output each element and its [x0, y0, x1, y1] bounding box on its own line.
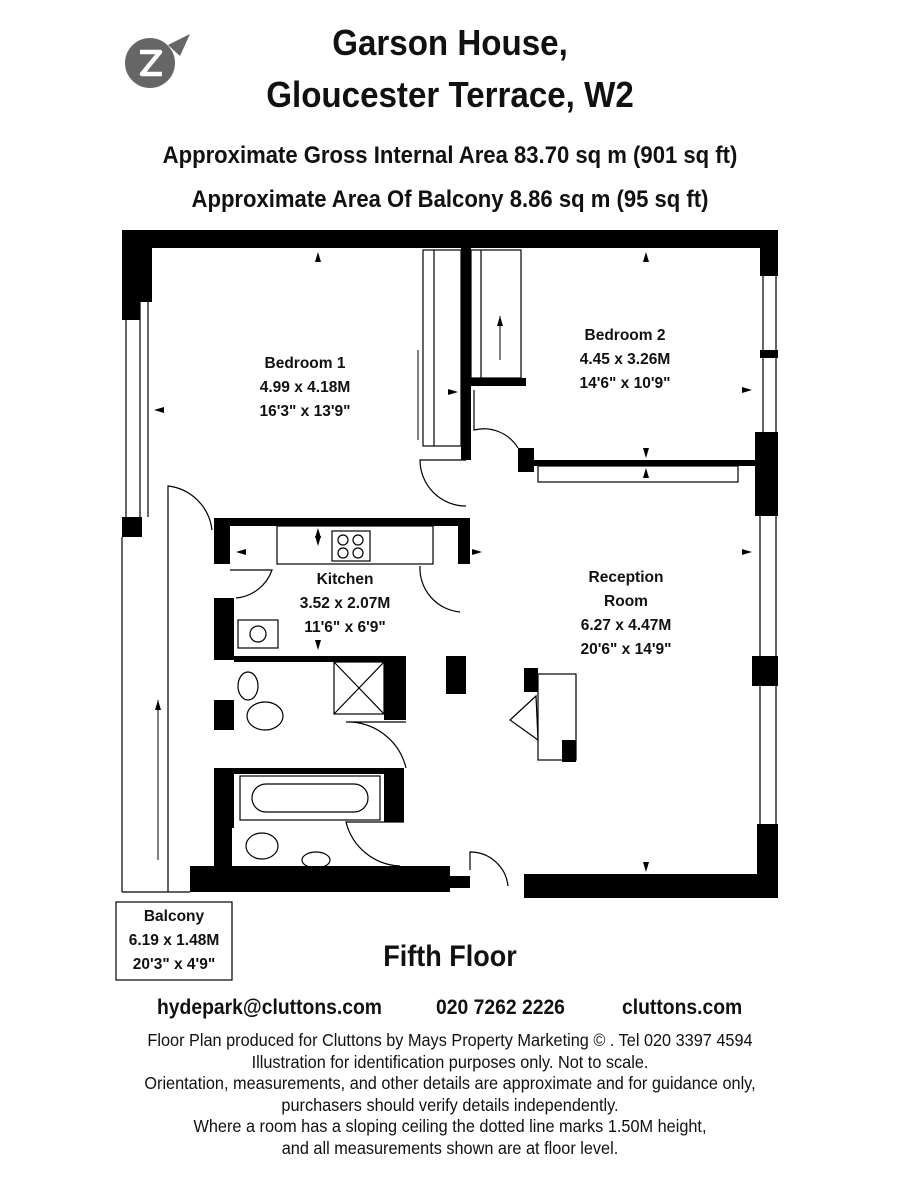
disclaimer-line: Floor Plan produced for Cluttons by Mays Property Marketing © . Tel 020 3397 4594 [147, 1030, 753, 1050]
reception-name-line2: Room [604, 593, 648, 610]
bedroom1-name: Bedroom 1 [264, 355, 346, 372]
reception-metric: 6.27 x 4.47M [580, 617, 672, 634]
balcony-imperial: 20'3" x 4'9" [132, 956, 216, 973]
reception-imperial: 20'6" x 14'9" [580, 641, 672, 658]
floor-label: Fifth Floor [383, 940, 517, 973]
property-title-line2: Gloucester Terrace, W2 [266, 74, 634, 115]
kitchen-imperial: 11'6" x 6'9" [304, 619, 386, 636]
disclaimer-line: Where a room has a sloping ceiling the dotted line marks 1.50M height, [193, 1116, 707, 1136]
disclaimer [0, 1030, 900, 1159]
contact-email[interactable]: hydepark@cluttons.com [157, 996, 382, 1019]
disclaimer-line: Orientation, measurements, and other details are approximate and for guidance only, [144, 1073, 756, 1093]
bedroom2-metric: 4.45 x 3.26M [579, 351, 671, 368]
wardrobes [423, 250, 521, 446]
kitchen-name: Kitchen [316, 571, 374, 588]
bedroom1-imperial: 16'3" x 13'9" [259, 403, 351, 420]
disclaimer-line: purchasers should verify details independently. [281, 1094, 619, 1115]
balcony-area-text: Approximate Area Of Balcony 8.86 sq m (95 sq ft) [191, 186, 709, 213]
dimension-lines [158, 316, 500, 860]
north-compass-icon [125, 34, 190, 88]
bedroom2-name: Bedroom 2 [584, 327, 666, 344]
gross-area-text: Approximate Gross Internal Area 83.70 sq m (901 sq ft) [162, 142, 738, 169]
walls [122, 230, 778, 898]
balcony-label-box [116, 902, 232, 980]
reception-name-line1: Reception [588, 569, 664, 586]
disclaimer-line: Illustration for identification purposes only. Not to scale. [251, 1051, 649, 1072]
dimension-arrows [154, 252, 752, 872]
balcony-metric: 6.19 x 1.48M [128, 932, 220, 949]
property-title-line1: Garson House, [332, 22, 568, 63]
contact-website[interactable]: cluttons.com [622, 996, 743, 1019]
bedroom1-metric: 4.99 x 4.18M [259, 379, 351, 396]
contact-phone[interactable]: 020 7262 2226 [436, 996, 565, 1019]
kitchen-metric: 3.52 x 2.07M [299, 595, 391, 612]
disclaimer-line: and all measurements shown are at floor level. [281, 1137, 619, 1158]
balcony-name: Balcony [143, 908, 205, 925]
bedroom2-imperial: 14'6" x 10'9" [579, 375, 671, 392]
bathroom-fittings [238, 662, 384, 868]
balcony-outline [122, 537, 190, 892]
